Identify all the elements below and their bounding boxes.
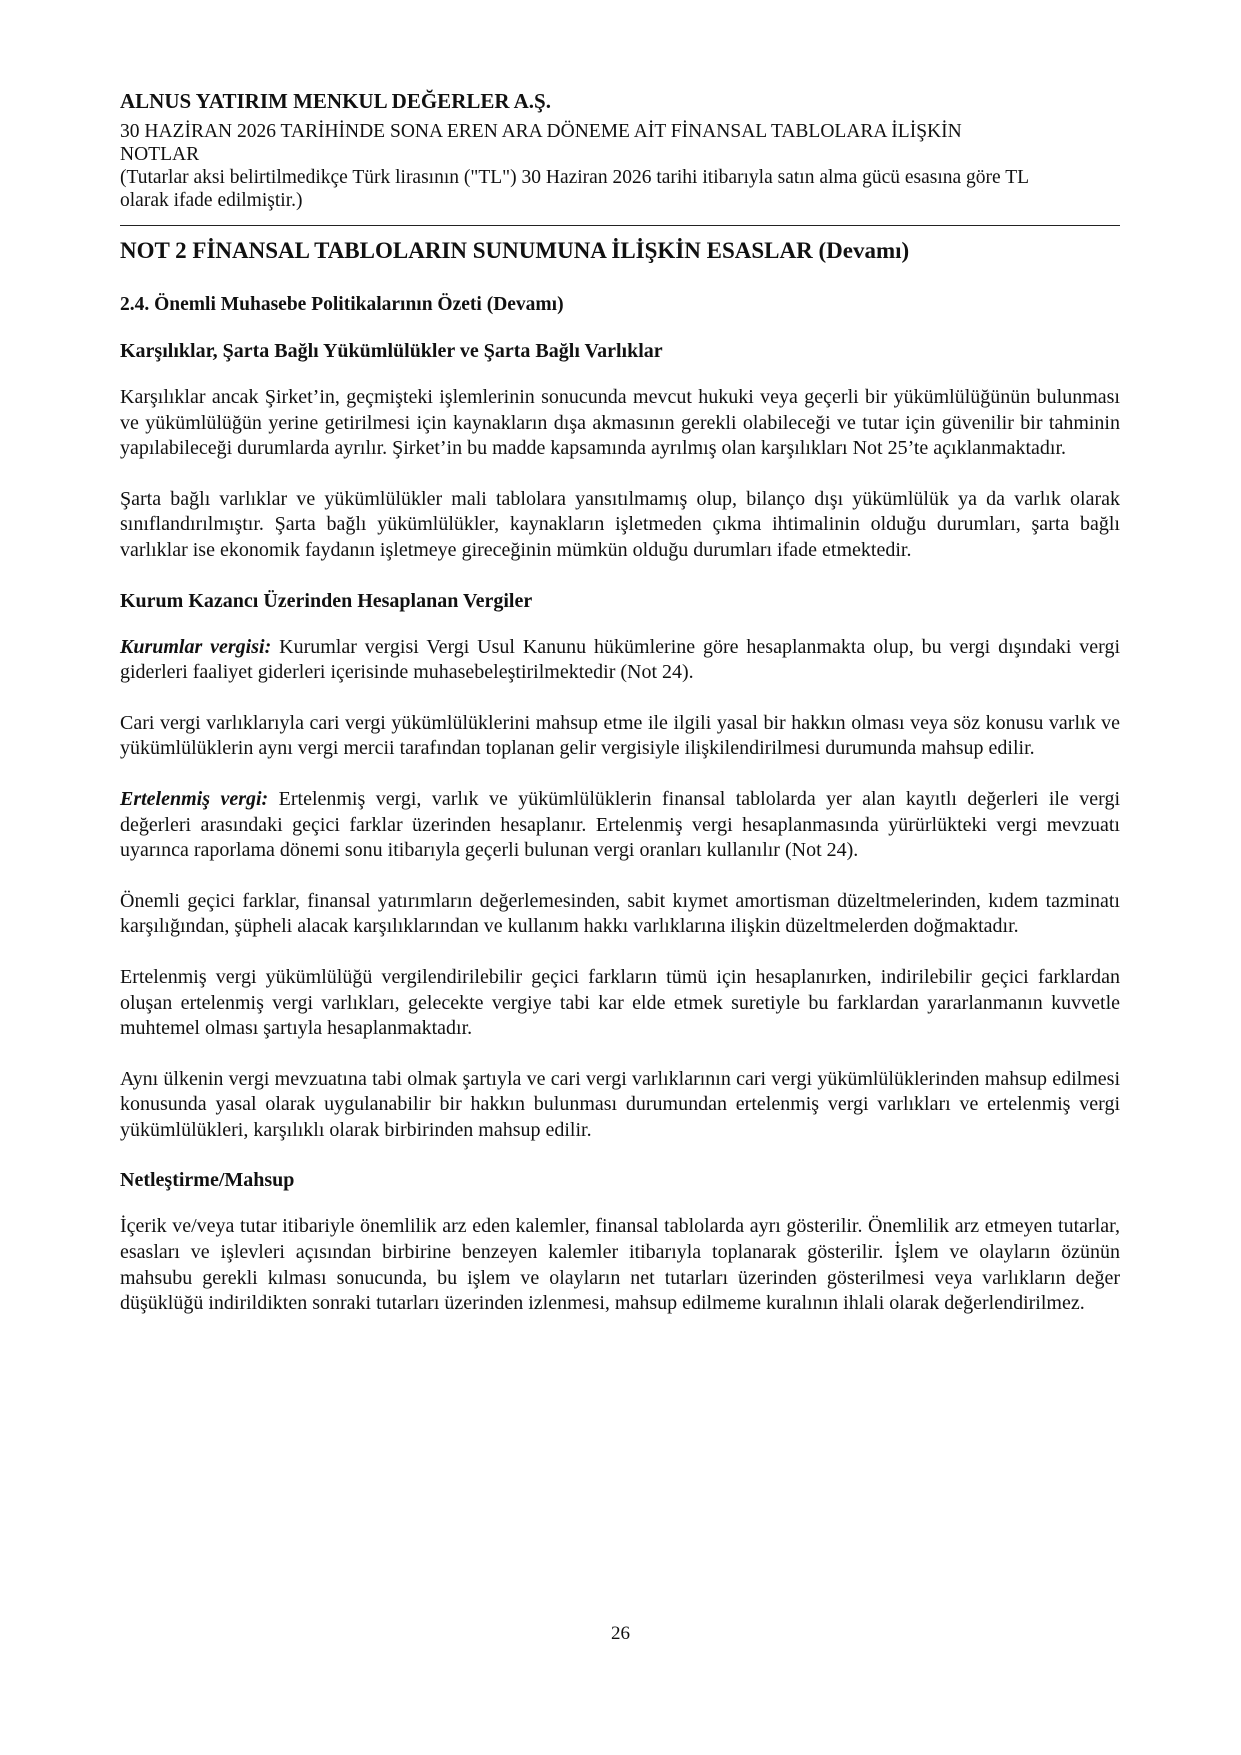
corporate-tax-label: Kurumlar vergisi:	[120, 635, 272, 658]
offsetting-paragraph: İçerik ve/veya tutar itibariyle önemlilik arz eden kalemler, finansal tablolarda ayrı gösterilir. Önemlilik arz etmeyen tutarlar, esasları ve işlevleri açısından birbirine benzeyen kalemler itibarıyla toplanarak gösterilir. İşlem ve olayların özünün mahsubu gerekli kılması sonucunda, bu işlem ve olayların net tutarları üzerinden gösterilmesi veya varlıkların değer düşüklüğü indirildikten sonraki tutarları üzerinden izlenmesi, mahsup edilmeme kuralının ihlali olarak değerlendirilmez.	[120, 1215, 1120, 1315]
tax-offset-paragraph: Cari vergi varlıklarıyla cari vergi yükümlülüklerini mahsup etme ile ilgili yasal bir hakkın olması veya söz konusu varlık ve yükümlülüklerin aynı vergi mercii tarafından toplanan gelir vergisiyle ilişkilendirilmesi durumunda mahsup edilir.	[120, 711, 1120, 760]
page-body	[120, 236, 1120, 1342]
header-divider	[120, 225, 1120, 226]
provisions-paragraph-1: Karşılıklar ancak Şirket’in, geçmişteki işlemlerinin sonucunda mevcut hukuki veya geçerli bir yükümlülüğünün bulunması ve yükümlülüğün yerine getirilmesi için kaynakların dışa akmasının gerekli olabileceği ve tutar için güvenilir bir tahminin yapılabileceği durumlarda ayrılır. Şirket’in bu madde kapsamında ayrılmış olan karşılıkları Not 25’te açıklanmaktadır.	[120, 386, 1120, 460]
offsetting-heading: Netleştirme/Mahsup	[120, 1169, 295, 1192]
period-title-line-1: 30 HAZİRAN 2026 TARİHİNDE SONA EREN ARA DÖNEME AİT FİNANSAL TABLOLARA İLİŞKİN	[120, 121, 962, 142]
period-title-line-2: NOTLAR	[120, 144, 200, 165]
currency-note-line-1: (Tutarlar aksi belirtilmedikçe Türk lirasının ("TL") 30 Haziran 2026 tarihi itibarıyla satın alma gücü esasına göre TL	[120, 167, 1030, 188]
currency-note-line-2: olarak ifade edilmiştir.)	[120, 190, 303, 211]
tax-heading: Kurum Kazancı Üzerinden Hesaplanan Vergiler	[120, 589, 533, 612]
corporate-tax-text: Kurumlar vergisi Vergi Usul Kanunu hükümlerine göre hesaplanmakta olup, bu vergi dışındaki vergi giderleri faaliyet giderleri içerisinde muhasebeleştirilmektedir (Not 24).	[120, 635, 1121, 684]
page-header	[120, 88, 1120, 212]
note-title: NOT 2 FİNANSAL TABLOLARIN SUNUMUNA İLİŞKİN ESASLAR (Devamı)	[120, 238, 910, 263]
deferred-liability-paragraph: Ertelenmiş vergi yükümlülüğü vergilendirilebilir geçici farkların tümü için hesaplanırken, indirilebilir geçici farklardan oluşan ertelenmiş vergi varlıkları, gelecekte vergiye tabi kar elde etmek suretiyle bu farklardan yararlanmanın kuvvetle muhtemel olması şartıyla hesaplanmaktadır.	[120, 965, 1120, 1040]
corporate-tax-paragraph	[120, 635, 1120, 686]
deferred-tax-text: Ertelenmiş vergi, varlık ve yükümlülüklerin finansal tablolarda yer alan kayıtlı değerleri ile vergi değerleri arasındaki geçici farklar üzerinden hesaplanır. Ertelenmiş vergi hesaplanmasında yürürlükteki vergi mevzuatı uyarınca raporlama dönemi sonu itibarıyla geçerli bulunan vergi oranları kullanılır (Not 24).	[120, 787, 1121, 862]
page-number: 26	[611, 1623, 630, 1644]
tax-netting-paragraph: Aynı ülkenin vergi mevzuatına tabi olmak şartıyla ve cari vergi varlıklarının cari vergi yükümlülüklerinden mahsup edilmesi konusunda yasal olarak uygulanabilir bir hakkın bulunması durumundan ertelenmiş vergi varlıkları ve ertelenmiş vergi yükümlülükleri, karşılıklı olarak birbirinden mahsup edilir.	[120, 1067, 1120, 1141]
temporary-differences-paragraph: Önemli geçici farklar, finansal yatırımların değerlemesinden, sabit kıymet amortisman düzeltmelerinden, kıdem tazminatı karşılığından, şüpheli alacak karşılıklarından ve kullanım hakkı varlıklarına ilişkin düzeltmelerden doğmaktadır.	[120, 889, 1120, 938]
provisions-heading: Karşılıklar, Şarta Bağlı Yükümlülükler ve Şarta Bağlı Varlıklar	[120, 340, 663, 362]
deferred-tax-label: Ertelenmiş vergi:	[120, 787, 269, 810]
section-title: 2.4. Önemli Muhasebe Politikalarının Özeti (Devamı)	[120, 294, 564, 315]
deferred-tax-paragraph	[120, 787, 1120, 864]
provisions-paragraph-2: Şarta bağlı varlıklar ve yükümlülükler mali tablolara yansıtılmamış olup, bilanço dışı yükümlülük ya da varlık olarak sınıflandırılmıştır. Şarta bağlı yükümlülükler, kaynakların işletmeden çıkma ihtimalinin olduğu durumları, şarta bağlı varlıklar ise ekonomik faydanın işletmeye gireceğinin mümkün olduğu durumları ifade etmektedir.	[120, 487, 1120, 561]
company-name: ALNUS YATIRIM MENKUL DEĞERLER A.Ş.	[120, 89, 551, 113]
